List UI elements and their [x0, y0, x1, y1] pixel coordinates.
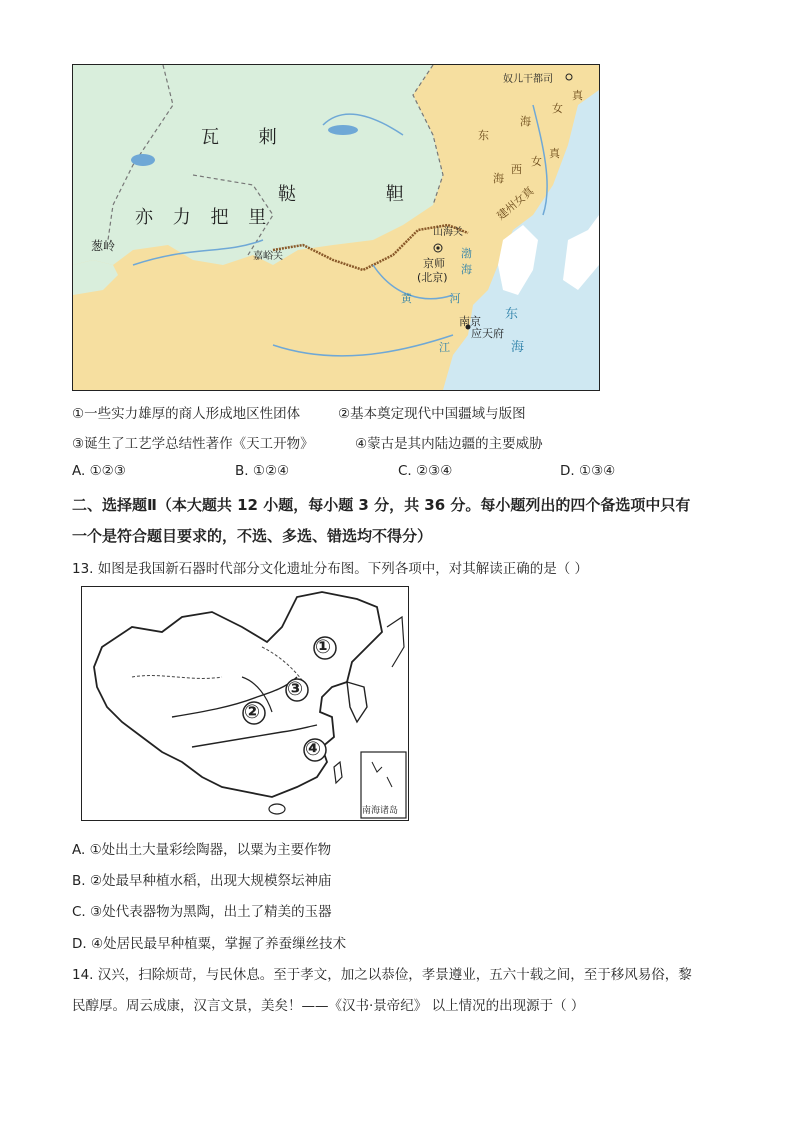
- label-jiayuguan: 嘉峪关: [253, 251, 283, 262]
- section2-header-line1: 二、选择题Ⅱ（本大题共 12 小题，每小题 3 分，共 36 分。每小题列出的四个备选项中只有: [72, 496, 691, 514]
- label-jianzhou-nuzhen: 建州女真: [494, 184, 537, 223]
- q12-option-c[interactable]: C. ②③④: [398, 463, 453, 479]
- q12-statement-3: ③诞生了工艺学总结性著作《天工开物》: [72, 436, 314, 452]
- label-dhnz-1: 东: [478, 129, 489, 142]
- q13-option-c[interactable]: C. ③处代表器物为黑陶，出土了精美的玉器: [72, 904, 332, 920]
- label-tatar: [278, 180, 404, 206]
- label-dhnz-3: 女: [552, 102, 563, 115]
- label-jingshi: 京师: [423, 257, 445, 270]
- label-nuergan: 奴儿干都司: [503, 74, 553, 85]
- label-hxnz-2: 西: [511, 163, 522, 176]
- label-huanghe-1: 黄: [401, 292, 412, 305]
- site-marker-4: ④: [305, 738, 322, 760]
- label-hxnz-3: 女: [531, 155, 542, 168]
- q12-option-a[interactable]: A. ①②③: [72, 463, 126, 479]
- label-bohai-2: 海: [461, 263, 472, 276]
- label-tatar-1: 鞑: [278, 184, 296, 205]
- site-marker-2: ②: [244, 701, 261, 723]
- label-hxnz-4: 真: [549, 147, 560, 160]
- q12-statement-4: ④蒙古是其内陆边疆的主要威胁: [355, 436, 543, 452]
- inset-label: 南海诸岛: [362, 806, 399, 816]
- q12-option-d[interactable]: D. ①③④: [560, 463, 616, 479]
- label-yingtianfu: 应天府: [471, 327, 504, 340]
- q13-option-d[interactable]: D. ④处居民最早种植粟，掌握了养蚕缫丝技术: [72, 936, 347, 952]
- label-yilibali-3: 把: [210, 207, 229, 228]
- neolithic-sites-map: [81, 586, 409, 821]
- label-dhnz-2: 海: [520, 115, 531, 128]
- section2-header-line2: 一个是符合题目要求的，不选、多选、错选均不得分）: [72, 527, 433, 545]
- label-donghai-2: 海: [511, 340, 525, 355]
- q13-option-b[interactable]: B. ②处最早种植水稻，出现大规模祭坛神庙: [72, 873, 332, 889]
- label-wala: [201, 123, 277, 149]
- label-tatar-2: 靼: [385, 184, 404, 205]
- label-changjiang: 江: [439, 341, 450, 354]
- site-marker-3: ③: [287, 678, 304, 700]
- label-huanghe: [401, 290, 461, 306]
- label-wala-2: 剌: [258, 127, 277, 148]
- label-yilibali-1: 亦: [135, 207, 153, 228]
- label-nanjing: 南京: [459, 315, 481, 328]
- site-marker-1: ①: [315, 636, 332, 658]
- label-wala-1: 瓦: [201, 127, 219, 148]
- q14-stem-line2: 民醇厚。周云成康，汉言文景，美矣！——《汉书·景帝纪》 以上情况的出现源于（ ）: [72, 998, 585, 1014]
- label-bohai-1: 渤: [461, 247, 472, 260]
- label-congling: 葱岭: [91, 239, 116, 253]
- q12-option-b[interactable]: B. ①②④: [235, 463, 290, 479]
- label-bohai: [461, 245, 472, 277]
- label-yilibali-4: 里: [248, 207, 267, 228]
- label-hxnz-1: 海: [493, 172, 504, 185]
- label-shanhaiguan: 山海关: [433, 227, 463, 238]
- ming-dynasty-map: [72, 64, 600, 391]
- label-huanghe-2: 河: [449, 292, 461, 305]
- label-dhnz-4: 真: [572, 89, 583, 102]
- label-yilibali-2: 力: [172, 207, 191, 228]
- q14-stem-line1: 14. 汉兴，扫除烦苛，与民休息。至于孝文，加之以恭俭，孝景遵业，五六十载之间，至于移风易俗，黎: [72, 967, 692, 983]
- label-donghai: [505, 303, 524, 355]
- q13-stem: 13. 如图是我国新石器时代部分文化遗址分布图。下列各项中，对其解读正确的是（ ）: [72, 561, 589, 577]
- q13-option-a[interactable]: A. ①处出土大量彩绘陶器，以粟为主要作物: [72, 842, 332, 858]
- label-donghai-1: 东: [505, 307, 519, 322]
- label-beijing: (北京): [417, 271, 448, 284]
- label-yilibali: [135, 203, 266, 229]
- q12-statement-2: ②基本奠定现代中国疆域与版图: [338, 406, 526, 422]
- q12-statement-1: ①一些实力雄厚的商人形成地区性团体: [72, 406, 301, 422]
